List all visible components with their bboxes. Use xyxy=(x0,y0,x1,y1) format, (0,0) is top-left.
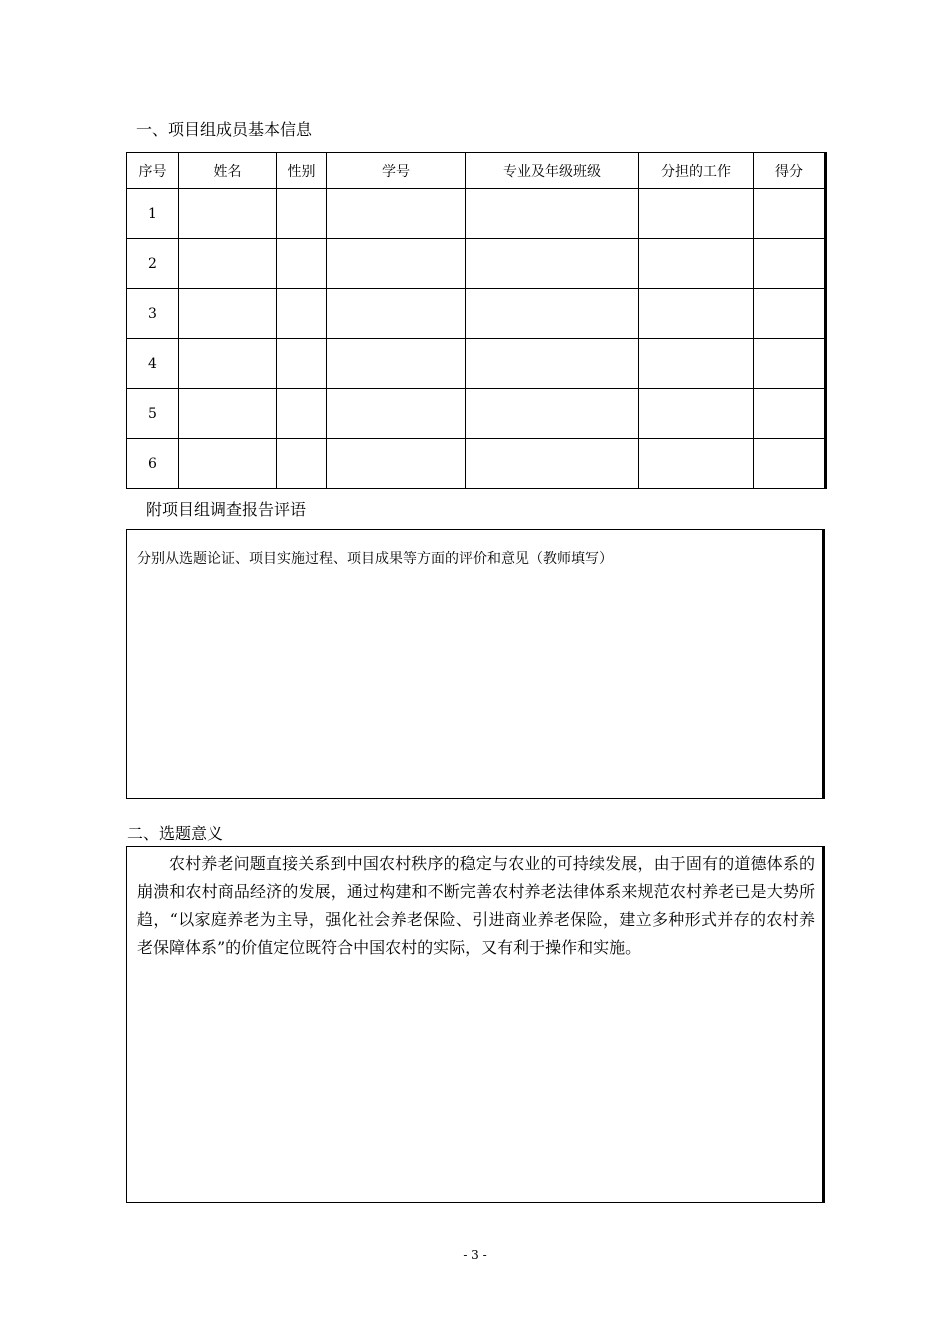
student-id-cell[interactable] xyxy=(327,239,466,289)
section-heading-members: 一、项目组成员基本信息 xyxy=(136,120,313,139)
column-header: 得分 xyxy=(754,153,826,189)
table-row xyxy=(127,289,826,339)
major-class-cell[interactable] xyxy=(466,239,639,289)
column-header: 分担的工作 xyxy=(639,153,754,189)
major-class-cell[interactable] xyxy=(466,289,639,339)
task-cell[interactable] xyxy=(639,439,754,489)
table-row xyxy=(127,189,826,239)
name-cell[interactable] xyxy=(179,239,277,289)
task-cell[interactable] xyxy=(639,339,754,389)
significance-paragraph: 农村养老问题直接关系到中国农村秩序的稳定与农业的可持续发展，由于固有的道德体系的崩溃和农村商品经济的发展，通过构建和不断完善农村养老法律体系来规范农村养老已是大势所趋，“以家庭养老为主导，强化社会养老保险、引进商业养老保险，建立多种形式并存的农村养老保障体系”的价值定位既符合中国农村的实际，又有利于操作和实施。 xyxy=(137,854,815,957)
student-id-cell[interactable] xyxy=(327,339,466,389)
table-header-row xyxy=(127,153,826,189)
score-cell[interactable] xyxy=(754,339,826,389)
score-cell[interactable] xyxy=(754,389,826,439)
column-header: 序号 xyxy=(127,153,179,189)
score-cell[interactable] xyxy=(754,189,826,239)
gender-cell[interactable] xyxy=(277,239,327,289)
section-heading-comments: 附项目组调查报告评语 xyxy=(146,500,307,519)
section-heading-significance: 二、选题意义 xyxy=(127,824,224,843)
major-class-cell[interactable] xyxy=(466,439,639,489)
score-cell[interactable] xyxy=(754,439,826,489)
row-number-cell: 6 xyxy=(127,439,179,489)
student-id-cell[interactable] xyxy=(327,189,466,239)
gender-cell[interactable] xyxy=(277,289,327,339)
row-number-cell: 1 xyxy=(127,189,179,239)
major-class-cell[interactable] xyxy=(466,339,639,389)
gender-cell[interactable] xyxy=(277,439,327,489)
name-cell[interactable] xyxy=(179,189,277,239)
significance-box xyxy=(126,846,825,1203)
task-cell[interactable] xyxy=(639,389,754,439)
column-header: 姓名 xyxy=(179,153,277,189)
name-cell[interactable] xyxy=(179,389,277,439)
name-cell[interactable] xyxy=(179,439,277,489)
table-row xyxy=(127,339,826,389)
row-number-cell: 4 xyxy=(127,339,179,389)
gender-cell[interactable] xyxy=(277,339,327,389)
major-class-cell[interactable] xyxy=(466,389,639,439)
name-cell[interactable] xyxy=(179,339,277,389)
table-row xyxy=(127,239,826,289)
score-cell[interactable] xyxy=(754,289,826,339)
task-cell[interactable] xyxy=(639,239,754,289)
column-header: 专业及年级班级 xyxy=(466,153,639,189)
row-number-cell: 2 xyxy=(127,239,179,289)
gender-cell[interactable] xyxy=(277,189,327,239)
task-cell[interactable] xyxy=(639,289,754,339)
gender-cell[interactable] xyxy=(277,389,327,439)
score-cell[interactable] xyxy=(754,239,826,289)
row-number-cell: 3 xyxy=(127,289,179,339)
student-id-cell[interactable] xyxy=(327,289,466,339)
comment-box[interactable] xyxy=(126,529,825,799)
column-header: 学号 xyxy=(327,153,466,189)
column-header: 性别 xyxy=(277,153,327,189)
row-number-cell: 5 xyxy=(127,389,179,439)
task-cell[interactable] xyxy=(639,189,754,239)
page-number: - 3 - xyxy=(463,1248,487,1262)
members-table xyxy=(126,152,827,489)
table-row xyxy=(127,389,826,439)
major-class-cell[interactable] xyxy=(466,189,639,239)
student-id-cell[interactable] xyxy=(327,439,466,489)
table-row xyxy=(127,439,826,489)
comment-prompt: 分别从选题论证、项目实施过程、项目成果等方面的评价和意见（教师填写） xyxy=(137,551,613,567)
student-id-cell[interactable] xyxy=(327,389,466,439)
name-cell[interactable] xyxy=(179,289,277,339)
